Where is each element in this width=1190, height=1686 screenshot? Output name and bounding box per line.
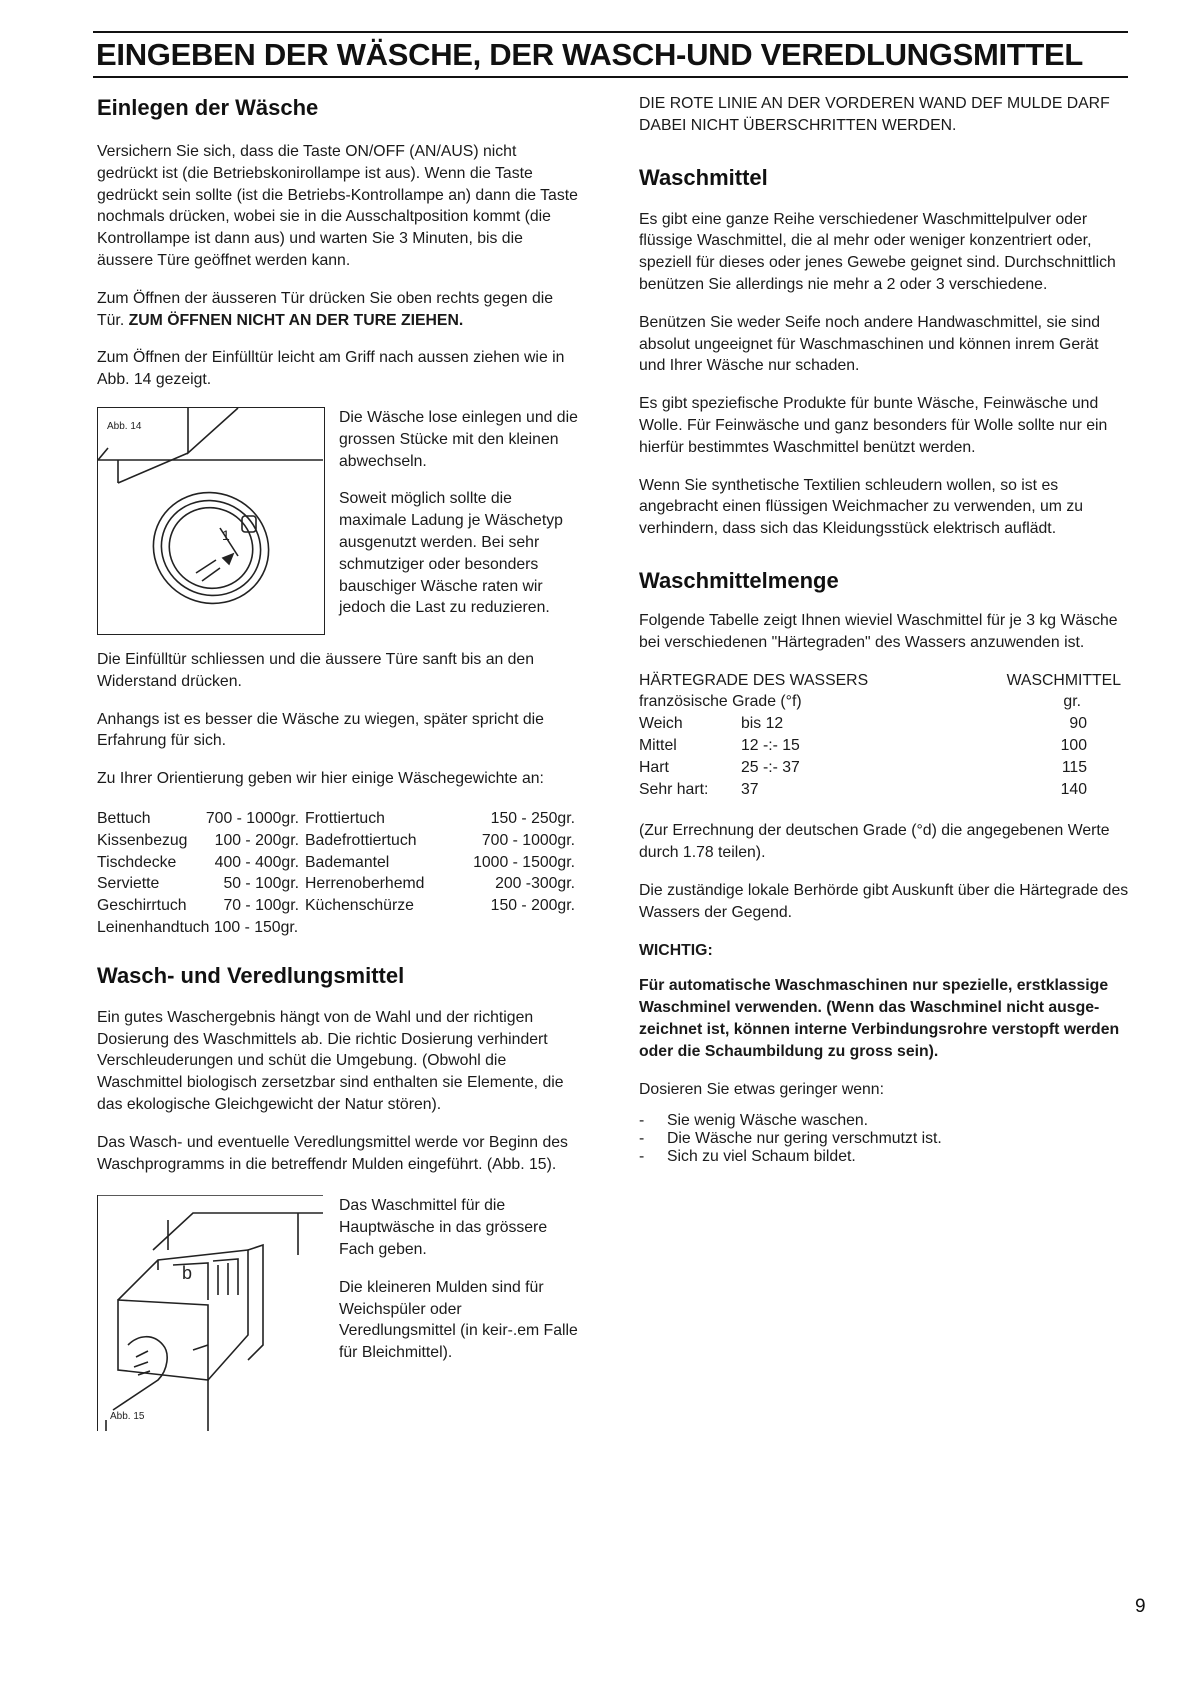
paragraph-special-products: Es gibt speziefische Produkte für bunte Wäsche, Feinwäsche und Wolle. Für Feinwäsche und ganz besonders für Wolle sollte nur ein hierfür bestimmtes Waschmittel benützt werden. (639, 395, 1108, 456)
table-row (639, 735, 1121, 757)
paragraph-wichtig: Für automatische Waschmaschinen nur spezielle, erstklassige Waschminel verwenden. (Wenn das Waschminel nicht ausge- zeichnet ist, können interne Verbindungsrohre verstopft werden oder die Schaumbildung zu gross sein). (639, 977, 1120, 1060)
figure-15-label: Abb. 15 (110, 1411, 145, 1423)
weight-value: 150 - 250gr. (490, 809, 575, 827)
figure-15-block (97, 1195, 579, 1431)
open-door-warning: ZUM ÖFFNEN NICHT AN DER TURE ZIEHEN. (128, 311, 464, 329)
paragraph-synthetics: Wenn Sie synthetische Textilien schleudern wollen, so ist es angebracht einen flüssigen Weichmacher zu verwenden, um zu verhindern, dass sich das Kleidungsstück elektrisch auflädt. (639, 476, 1084, 538)
dose-less-list (639, 1112, 1129, 1166)
weight-item: Geschirrtuch (97, 897, 187, 915)
right-column (639, 93, 1129, 1166)
weight-item: Serviette (97, 875, 160, 893)
wichtig-label: WICHTIG: (639, 941, 713, 959)
svg-text:1: 1 (222, 526, 230, 543)
open-door-text: Zum Öffnen der äusseren Tür drücken Sie oben rechts gegen die Tür. (97, 289, 554, 329)
table-header-hardness: HÄRTEGRADE DES WASSERS (639, 671, 869, 689)
hardness-range: 12 -:- 15 (741, 736, 800, 754)
figure-14-block (97, 407, 579, 635)
weight-value: 200 -300gr. (495, 875, 575, 893)
page-title: EINGEBEN DER WÄSCHE, DER WASCH-UND VEREDLUNGSMITTEL (96, 37, 1084, 72)
table-row (639, 713, 1121, 735)
paragraph-open-inner-door: Zum Öffnen der Einfülltür leicht am Griff nach aussen ziehen wie in Abb. 14 gezeigt. (97, 349, 565, 389)
drum-door-illustration (98, 408, 323, 633)
table-header-row (639, 670, 1121, 692)
table-subheader-row (639, 691, 1121, 713)
detergent-drawer-illustration (98, 1195, 323, 1431)
paragraph-main-wash: Das Waschmittel für die Hauptwäsche in das grössere Fach geben. (339, 1197, 548, 1258)
weight-item-last: Leinenhandtuch 100 - 150gr. (97, 918, 299, 936)
hardness-range: 37 (741, 780, 759, 798)
table-row (639, 757, 1121, 779)
paragraph-max-load: Soweit möglich sollte die maximale Ladung je Wäschetyp ausgenutzt werden. Bei sehr schmutziger oder besonders bauschiger Wäsche raten wir jedoch die Last zu reduzieren. (339, 490, 563, 617)
paragraph-no-soap: Benützen Sie weder Seife noch andere Handwaschmittel, sie sind absolut ungeeignet für Waschmaschinen und können inrem Gerät und Ihrer Wäsche nur schaden. (639, 313, 1101, 375)
water-hardness-table (639, 670, 1121, 801)
paragraph-german-grades: (Zur Errechnung der deutschen Grade (°d) die angegebenen Werte durch 1.78 teilen). (639, 822, 1110, 862)
laundry-weights-table (97, 808, 575, 939)
paragraph-dose-less: Dosieren Sie etwas geringer wenn: (639, 1080, 884, 1098)
detergent-amount: 90 (1069, 715, 1087, 733)
paragraph-table-intro: Folgende Tabelle zeigt Ihnen wieviel Waschmittel für je 3 kg Wäsche bei verschiedenen "Härtegraden" des Wassers anzuwenden ist. (639, 611, 1118, 651)
figure-14-label: Abb. 14 (107, 420, 142, 432)
table-row (97, 852, 575, 874)
table-header-detergent: WASCHMITTEL (1006, 671, 1121, 689)
paragraph-on-off: Versichern Sie sich, dass die Taste ON/OFF (AN/AUS) nicht gedrückt ist (die Betriebskonirollampe ist aus). Wenn die Taste gedrückt sein sollte (ist die Betriebs-Kontrollampe an) dann die Taste nochmals drücken, wobei sie in die Ausschaltposition kommt (die Kontrollampe ist dann aus) und warten Sie 3 Minuten, bis die äussere Türe geöffnet werden kann. (97, 143, 578, 269)
table-row (97, 830, 575, 852)
weight-value: 400 - 400gr. (214, 853, 299, 871)
table-row (97, 895, 575, 917)
weight-value: 50 - 100gr. (223, 875, 299, 893)
weight-value: 700 - 1000gr. (481, 831, 575, 849)
weight-value: 150 - 200gr. (490, 897, 575, 915)
weight-item: Frottiertuch (305, 809, 385, 827)
detergent-amount: 100 (1060, 736, 1087, 754)
paragraph-weigh: Anhangs ist es besser die Wäsche zu wiegen, später spricht die Erfahrung für sich. (97, 710, 544, 750)
figure-14 (97, 407, 325, 635)
heading-wasch-veredlung: Wasch- und Veredlungsmittel (97, 962, 405, 988)
weight-item: Kissenbezug (97, 831, 188, 849)
hardness-label: Sehr hart: (639, 780, 709, 798)
paragraph-load-loose: Die Wäsche lose einlegen und die grossen Stücke mit den kleinen abwechseln. (339, 408, 578, 470)
list-item: - Sich zu viel Schaum bildet. (639, 1148, 1129, 1166)
weight-item: Bademantel (305, 853, 390, 871)
table-row (97, 808, 575, 830)
paragraph-waschmittel-types: Es gibt eine ganze Reihe verschiedener Waschmittelpulver oder flüssige Waschmittel, die al mehr oder weniger konzentriert oder, speziell für dieses oder jenes Gewebe geignet sind. Durchschnittlich benützen Sie allerdings nie mehr a 2 oder 3 verschiedene. (639, 210, 1116, 293)
paragraph-mulden: Das Wasch- und eventuelle Veredlungsmittel werde vor Beginn des Waschprogramms in die betreffendr Mulden eingeführt. (Abb. 15). (97, 1133, 568, 1173)
hardness-range: 25 -:- 37 (741, 758, 800, 776)
paragraph-small-mulden: Die kleineren Mulden sind für Weichspüler oder Veredlungsmittel (in keir-.em Falle für Bleichmittel). (339, 1278, 578, 1362)
weight-item: Tischdecke (97, 853, 177, 871)
detergent-amount: 115 (1061, 758, 1087, 776)
weight-value: 100 - 200gr. (214, 831, 299, 849)
hardness-range: bis 12 (741, 715, 784, 733)
table-row (97, 873, 575, 895)
table-row (639, 779, 1121, 801)
weight-item: Bettuch (97, 809, 151, 827)
figure-14-text (339, 407, 579, 635)
paragraph-red-line: DIE ROTE LINIE AN DER VORDEREN WAND DEF MULDE DARF DABEI NICHT ÜBERSCHRITTEN WERDEN. (639, 95, 1110, 134)
table-subheader-unit: gr. (1063, 693, 1081, 711)
heading-einlegen: Einlegen der Wäsche (97, 95, 319, 120)
left-column (97, 93, 579, 1445)
weight-item: Badefrottiertuch (305, 831, 417, 849)
weight-value: 1000 - 1500gr. (473, 853, 575, 871)
page-number: 9 (1135, 1596, 1146, 1617)
list-item: - Sie wenig Wäsche waschen. (639, 1112, 1129, 1130)
compartment-b-label: b (182, 1263, 193, 1284)
hardness-label: Weich (639, 715, 683, 733)
paragraph-local-authority: Die zuständige lokale Berhörde gibt Auskunft über die Härtegrade des Wassers der Gegend. (639, 881, 1129, 921)
weight-value: 700 - 1000gr. (205, 809, 299, 827)
detergent-amount: 140 (1060, 780, 1087, 798)
paragraph-weights-intro: Zu Ihrer Orientierung geben wir hier einige Wäschegewichte an: (97, 770, 544, 788)
hardness-label: Hart (639, 758, 669, 776)
figure-15-text (339, 1195, 579, 1431)
paragraph-close-door: Die Einfülltür schliessen und die äussere Türe sanft bis an den Widerstand drücken. (97, 650, 535, 690)
heading-waschmittelmenge: Waschmittelmenge (639, 567, 839, 593)
heading-waschmittel: Waschmittel (639, 164, 768, 190)
top-rule (93, 31, 1128, 33)
list-item: - Die Wäsche nur gering verschmutzt ist. (639, 1130, 1129, 1148)
hardness-label: Mittel (639, 736, 677, 754)
table-row (97, 917, 575, 939)
title-underline (93, 76, 1128, 78)
weight-item: Küchenschürze (305, 897, 414, 915)
weight-value: 70 - 100gr. (223, 897, 299, 915)
table-subheader-grade: französische Grade (°f) (639, 693, 802, 711)
paragraph-open-outer-door (97, 288, 579, 332)
figure-15 (97, 1195, 325, 1431)
paragraph-dosierung: Ein gutes Waschergebnis hängt von de Wahl und der richtigen Dosierung des Waschmittels ab. Die richtic Dosierung verhindert Verschleuderungen und schüt die Umgebung. (Obwohl die Waschmittel biologisch zersetzbar sind enthalten sie Elemente, die das ekologische Gleichgewicht der Natur stören). (97, 1008, 564, 1113)
weight-item: Herrenoberhemd (305, 875, 425, 893)
